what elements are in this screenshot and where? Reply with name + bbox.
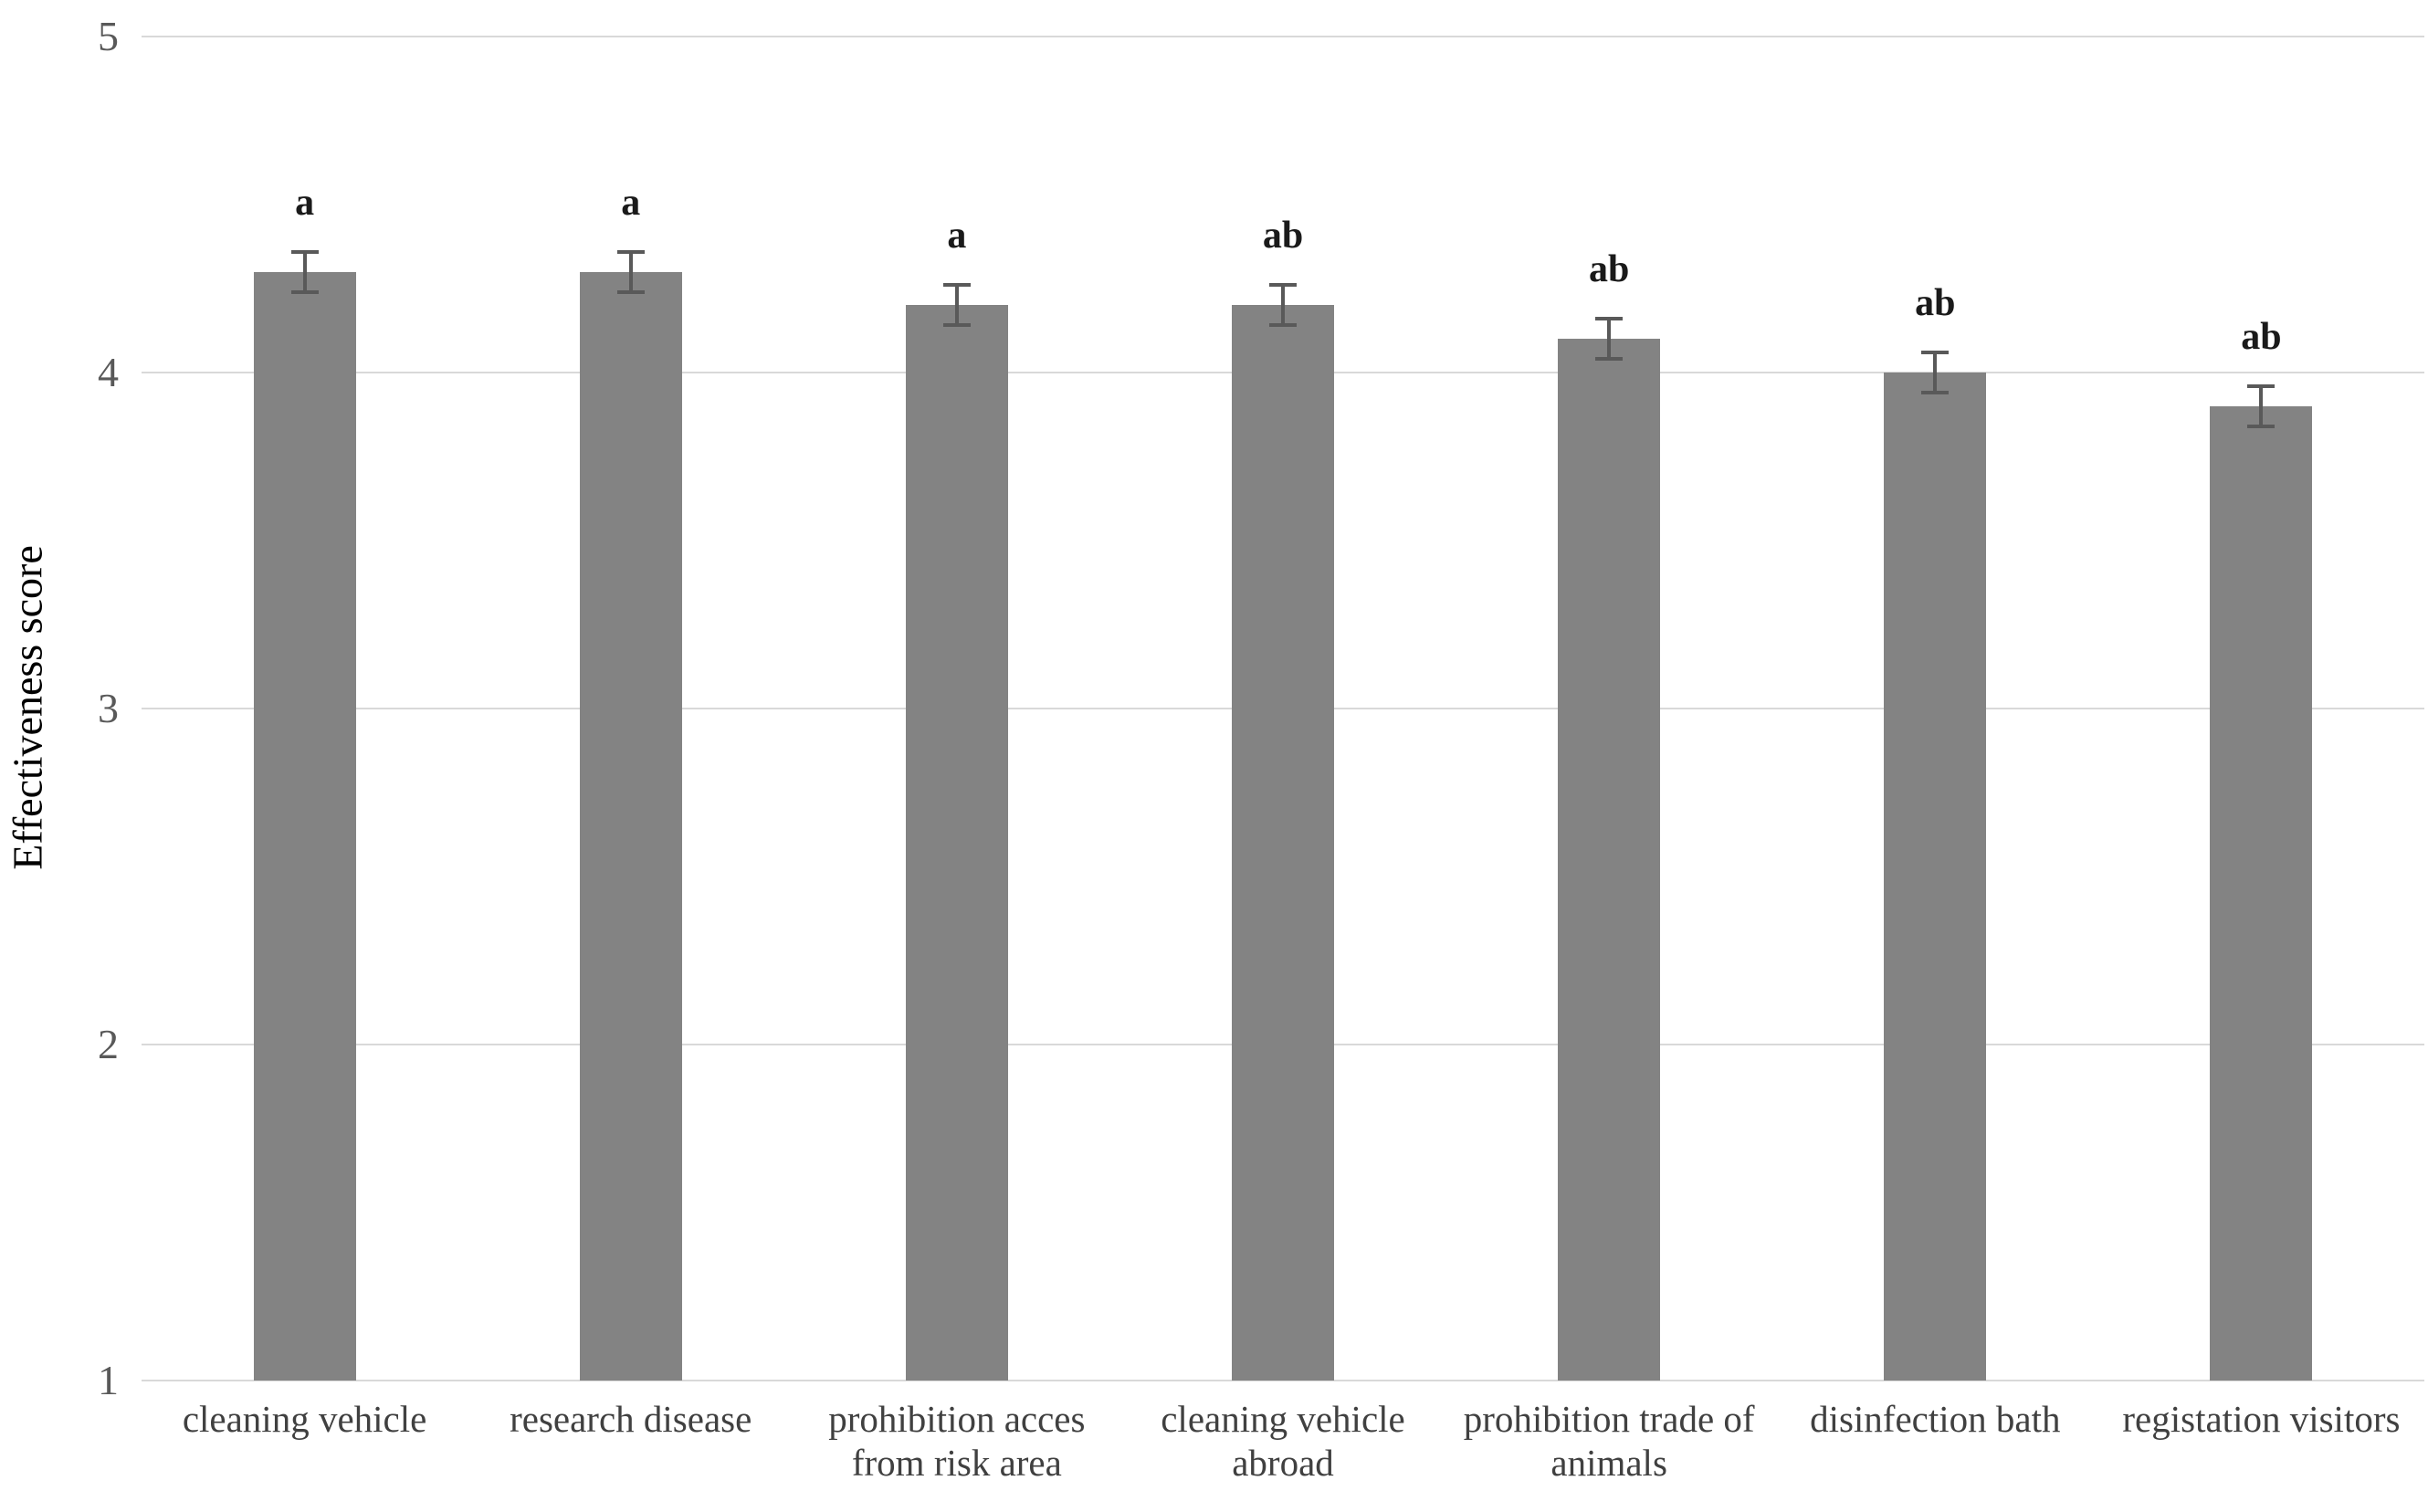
bar <box>580 272 682 1381</box>
x-tick-label <box>1757 1397 2113 1441</box>
bar-group-4 <box>1446 37 1772 1484</box>
y-tick-label: 2 <box>98 1021 119 1067</box>
y-tick-label: 3 <box>98 685 119 731</box>
x-tick-line: cleaning vehicle <box>1161 1398 1405 1440</box>
bar <box>2210 406 2312 1381</box>
error-bar-line <box>1281 285 1285 325</box>
error-bar-cap-bottom <box>943 323 971 327</box>
error-bar-cap-top <box>291 250 319 254</box>
bar-group-3 <box>1119 37 1445 1484</box>
error-bar-line <box>1607 319 1611 359</box>
error-bar-cap-top <box>1595 317 1623 320</box>
error-bar-line <box>629 252 633 292</box>
x-tick-line: prohibition trade of <box>1463 1398 1755 1440</box>
significance-letter: a <box>621 181 641 224</box>
error-bar-cap-bottom <box>1595 357 1623 361</box>
x-tick-line: animals <box>1550 1442 1667 1484</box>
x-tick-line: from risk area <box>851 1442 1062 1484</box>
bar-group-5 <box>1772 37 2098 1440</box>
bar <box>1232 305 1334 1381</box>
bar-group-6 <box>2098 37 2424 1440</box>
error-bar-cap-top <box>1921 351 1949 354</box>
bar-group-1 <box>468 37 794 1440</box>
bar <box>254 272 356 1381</box>
x-tick-label <box>127 1397 483 1441</box>
significance-letter: a <box>947 215 967 257</box>
significance-letter: a <box>295 181 315 224</box>
y-axis-title-text: Effectiveness score <box>4 545 51 870</box>
x-tick-label <box>779 1397 1135 1485</box>
error-bar-line <box>2259 386 2263 426</box>
error-bar-line <box>1933 352 1937 393</box>
y-tick-label: 4 <box>98 349 119 395</box>
bar <box>1558 339 1660 1381</box>
significance-letter: ab <box>1588 248 1630 291</box>
error-bar-line <box>955 285 959 325</box>
x-tick-label <box>2083 1397 2428 1441</box>
error-bar-cap-bottom <box>1269 323 1297 327</box>
x-tick-label <box>453 1397 809 1441</box>
error-bar-cap-bottom <box>1921 391 1949 394</box>
x-tick-label <box>1431 1397 1787 1485</box>
significance-letter: ab <box>1915 281 1956 324</box>
y-tick-label: 5 <box>98 13 119 59</box>
error-bar-cap-bottom <box>291 290 319 294</box>
x-tick-line: cleaning vehicle <box>182 1398 427 1440</box>
bar-group-0 <box>142 37 468 1440</box>
y-tick-label: 1 <box>98 1357 119 1403</box>
error-bar-cap-top <box>1269 283 1297 287</box>
x-tick-label <box>1105 1397 1461 1485</box>
error-bar-cap-top <box>2247 384 2275 388</box>
bar <box>1884 373 1986 1381</box>
plot-area <box>142 37 2424 1484</box>
significance-letter: ab <box>2241 315 2282 358</box>
bar <box>906 305 1008 1381</box>
error-bar-cap-top <box>617 250 645 254</box>
x-tick-line: disinfection bath <box>1810 1398 2061 1440</box>
x-tick-line: research disease <box>510 1398 752 1440</box>
x-tick-line: prohibition acces <box>828 1398 1086 1440</box>
x-tick-line: abroad <box>1232 1442 1334 1484</box>
error-bar-cap-bottom <box>617 290 645 294</box>
bar-group-2 <box>794 37 1119 1484</box>
error-bar-cap-top <box>943 283 971 287</box>
x-tick-line: registation visitors <box>2122 1398 2401 1440</box>
significance-letter: ab <box>1262 215 1304 257</box>
error-bar-cap-bottom <box>2247 425 2275 428</box>
error-bar-line <box>303 252 307 292</box>
